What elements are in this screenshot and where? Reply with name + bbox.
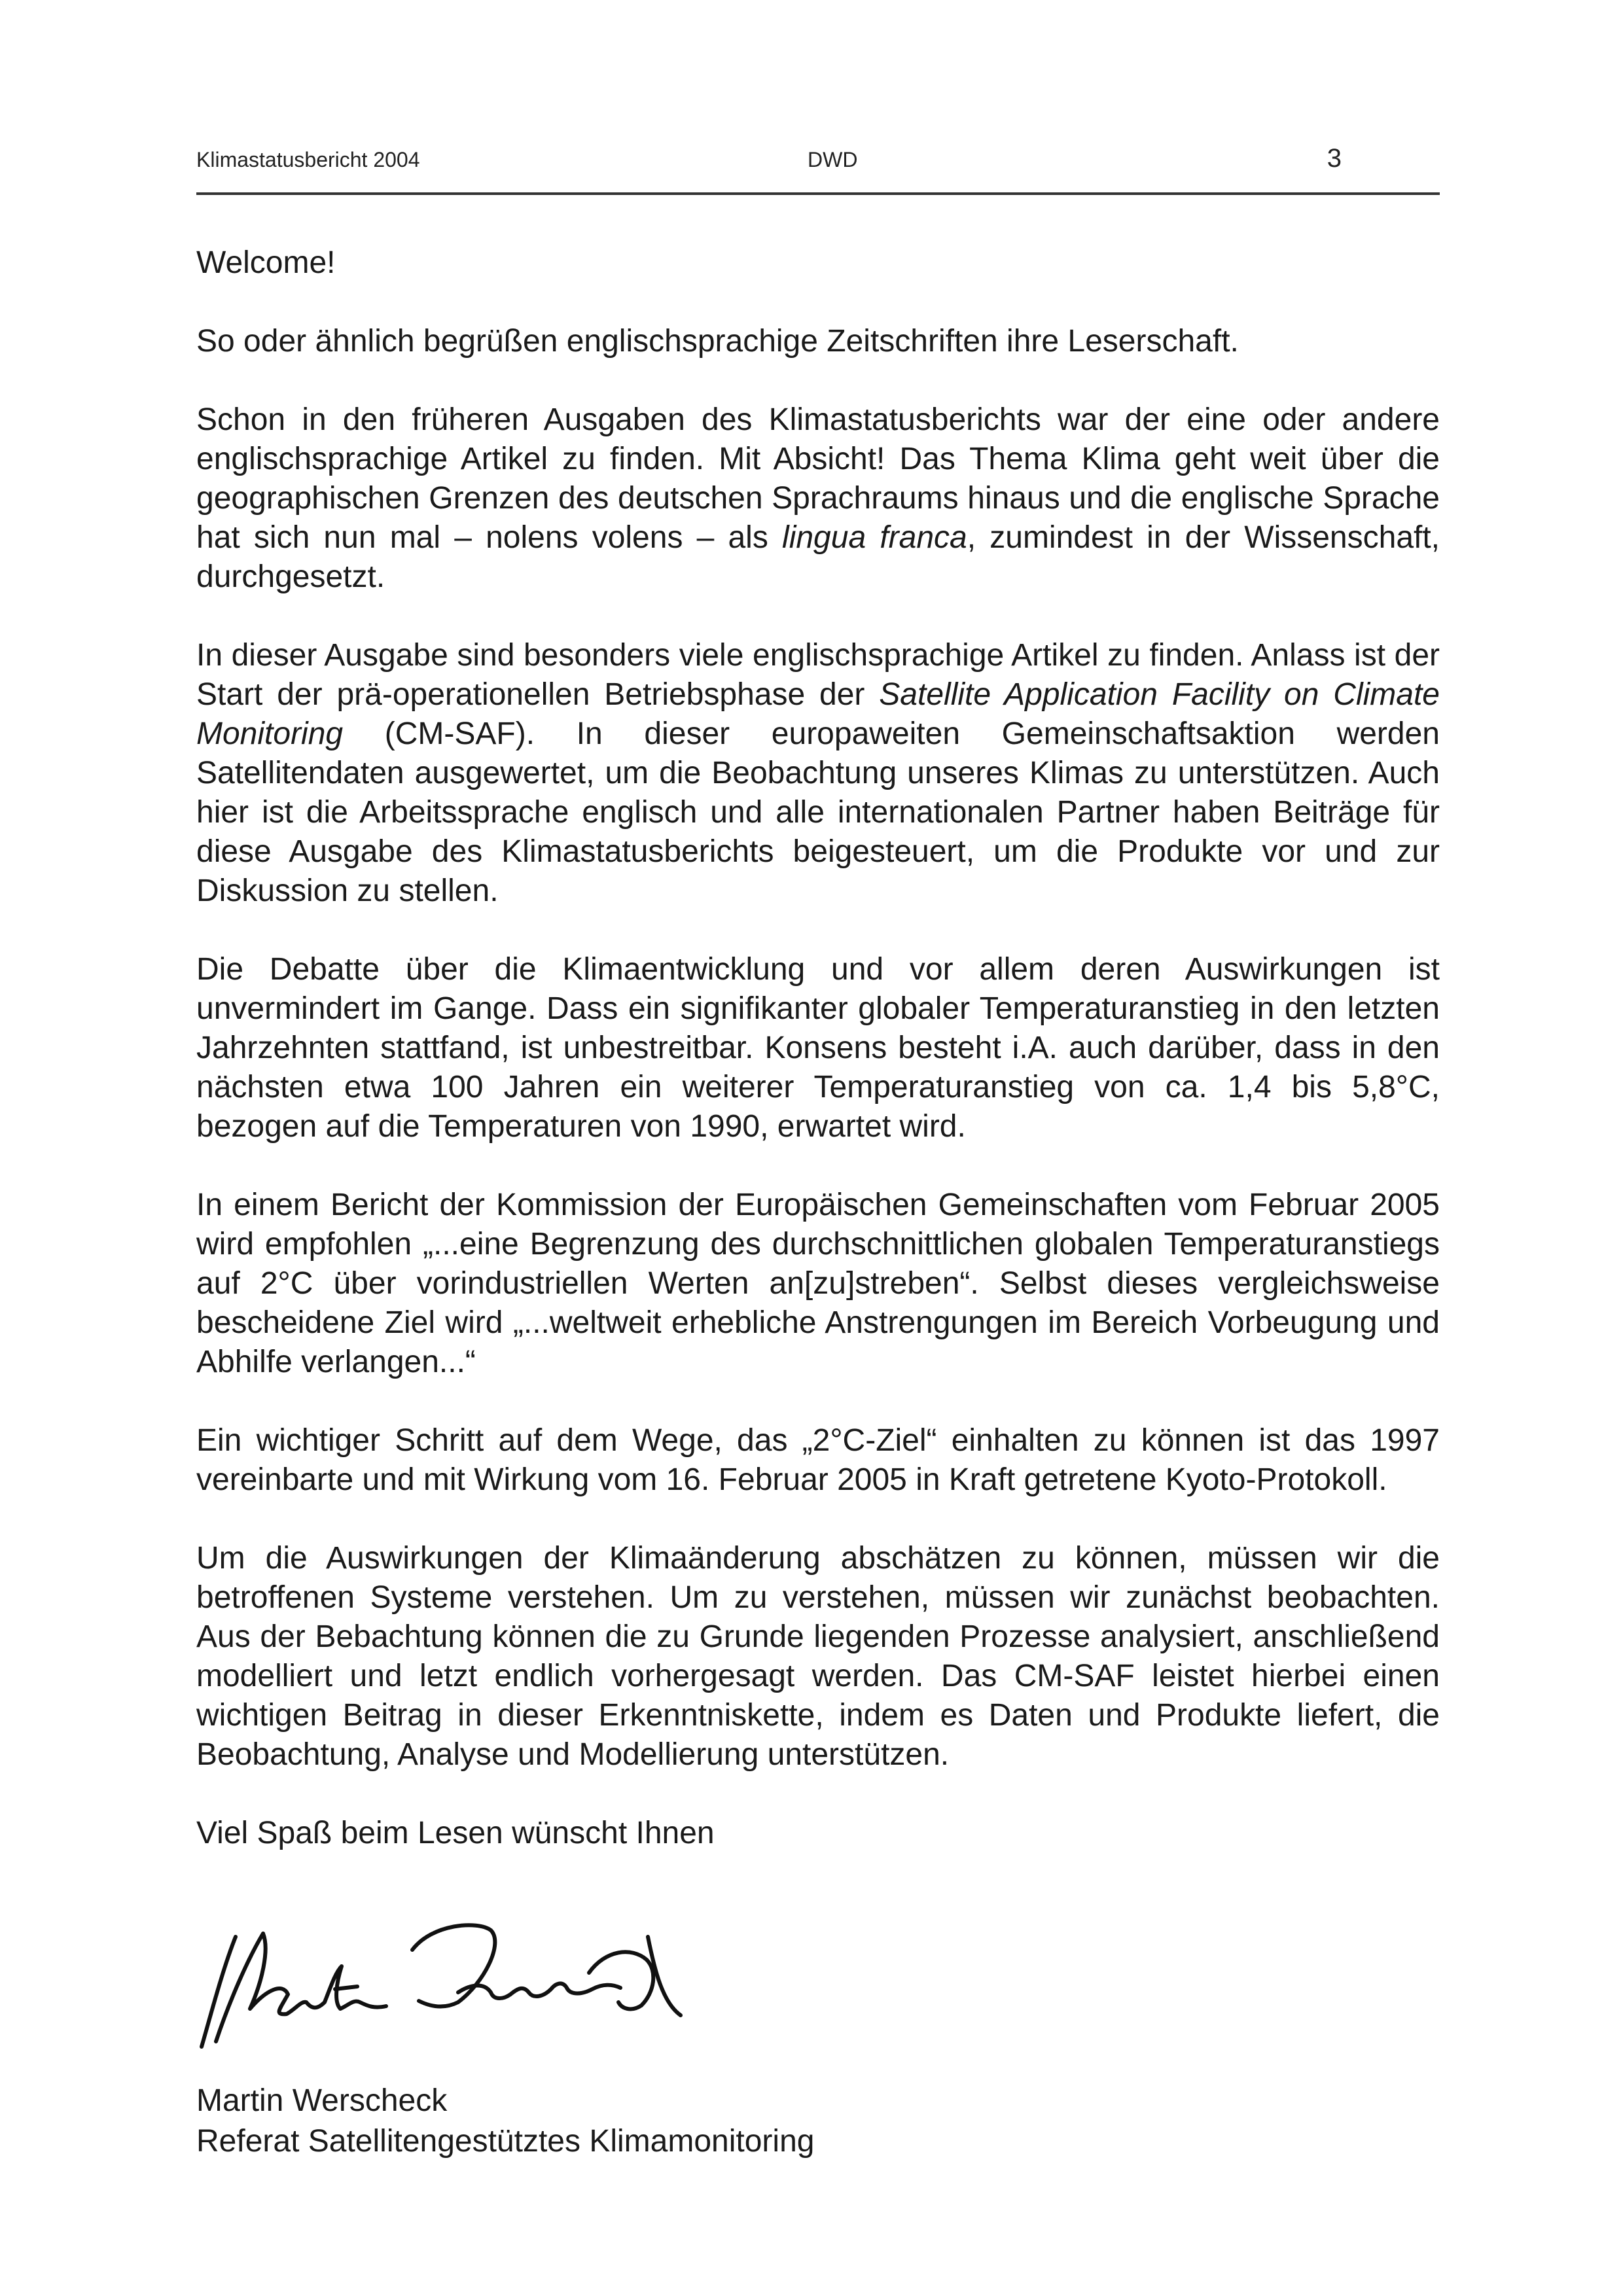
paragraph-3	[196, 636, 1440, 911]
paragraph-2-italic: lingua franca	[782, 520, 967, 555]
paragraph-2-part-b: , zumindest in der Wissenschaft, durchgesetzt.	[196, 520, 1440, 594]
signoff-block	[196, 2081, 1440, 2162]
letter-body	[196, 243, 1440, 1853]
paragraph-2-part-a: Schon in den früheren Ausgaben des Klimastatusberichts war der eine oder andere englischsprachige Artikel zu finden. Mit Absicht! Das Thema Klima geht weit über die geographischen Grenzen des deutschen Sprachraums hinaus und die englische Sprache hat sich nun mal – nolens volens – als	[196, 402, 1440, 555]
header-report-title: Klimastatusbericht 2004	[196, 148, 420, 171]
paragraph-5: In einem Bericht der Kommission der Europäischen Gemeinschaften vom Februar 2005 wird empfohlen „...eine Begrenzung des durchschnittlichen globalen Temperaturanstiegs auf 2°C über vorindustriellen Werten an[zu]streben“. Selbst dieses vergleichsweise bescheidene Ziel wird „...weltweit erhebliche Anstrengungen im Bereich Vorbeugung und Abhilfe verlangen...“	[196, 1188, 1440, 1379]
paragraph-3-italic: Satellite Application Facility on Climate Monitoring	[196, 677, 1440, 751]
handwritten-signature	[196, 1911, 694, 2061]
paragraph-3-part-b: (CM-SAF). In dieser europaweiten Gemeinschaftsaktion werden Satellitendaten ausgewertet, um die Beobachtung unseres Klimas zu unterstützen. Auch hier ist die Arbeitssprache englisch und alle internationalen Partner haben Beiträge für diese Ausgabe des Klimastatusberichts beigesteuert, um die Produkte vor und zur Diskussion zu stellen.	[196, 716, 1440, 908]
signer-name: Martin Werscheck	[196, 2083, 448, 2118]
paragraph-2	[196, 400, 1440, 597]
paragraph-6: Ein wichtiger Schritt auf dem Wege, das „2°C-Ziel“ einhalten zu können ist das 1997 vereinbarte und mit Wirkung vom 16. Februar 2005 in Kraft getretene Kyoto-Protokoll.	[196, 1423, 1440, 1497]
signer-department: Referat Satellitengestütztes Klimamonitoring	[196, 2124, 815, 2159]
paragraph-3-part-a: In dieser Ausgabe sind besonders viele englischsprachige Artikel zu finden. Anlass ist der Start der prä-operationellen Betriebsphase der	[196, 638, 1440, 712]
page-header	[196, 144, 1440, 177]
paragraph-1: So oder ähnlich begrüßen englischsprachige Zeitschriften ihre Leserschaft.	[196, 324, 1239, 359]
closing-line: Viel Spaß beim Lesen wünscht Ihnen	[196, 1816, 715, 1850]
paragraph-7: Um die Auswirkungen der Klimaänderung abschätzen zu können, müssen wir die betroffenen Systeme verstehen. Um zu verstehen, müssen wir zunächst beobachten. Aus der Bebachtung können die zu Grunde liegenden Prozesse analysiert, anschließend modelliert und letzt endlich vorhergesagt werden. Das CM-SAF leistet hierbei einen wichtigen Beitrag in dieser Erkenntniskette, indem es Daten und Produkte liefert, die Beobachtung, Analyse und Modellierung unterstützen.	[196, 1541, 1440, 1772]
paragraph-4: Die Debatte über die Klimaentwicklung und vor allem deren Auswirkungen ist unvermindert im Gange. Dass ein signifikanter globaler Temperaturanstieg in den letzten Jahrzehnten stattfand, ist unbestreitbar. Konsens besteht i.A. auch darüber, dass in den nächsten etwa 100 Jahren ein weiterer Temperaturanstieg von ca. 1,4 bis 5,8°C, bezogen auf die Temperaturen von 1990, erwartet wird.	[196, 952, 1440, 1144]
greeting: Welcome!	[196, 245, 336, 280]
page-number: 3	[1327, 144, 1342, 173]
header-rule	[196, 192, 1440, 195]
header-organization: DWD	[808, 148, 858, 171]
